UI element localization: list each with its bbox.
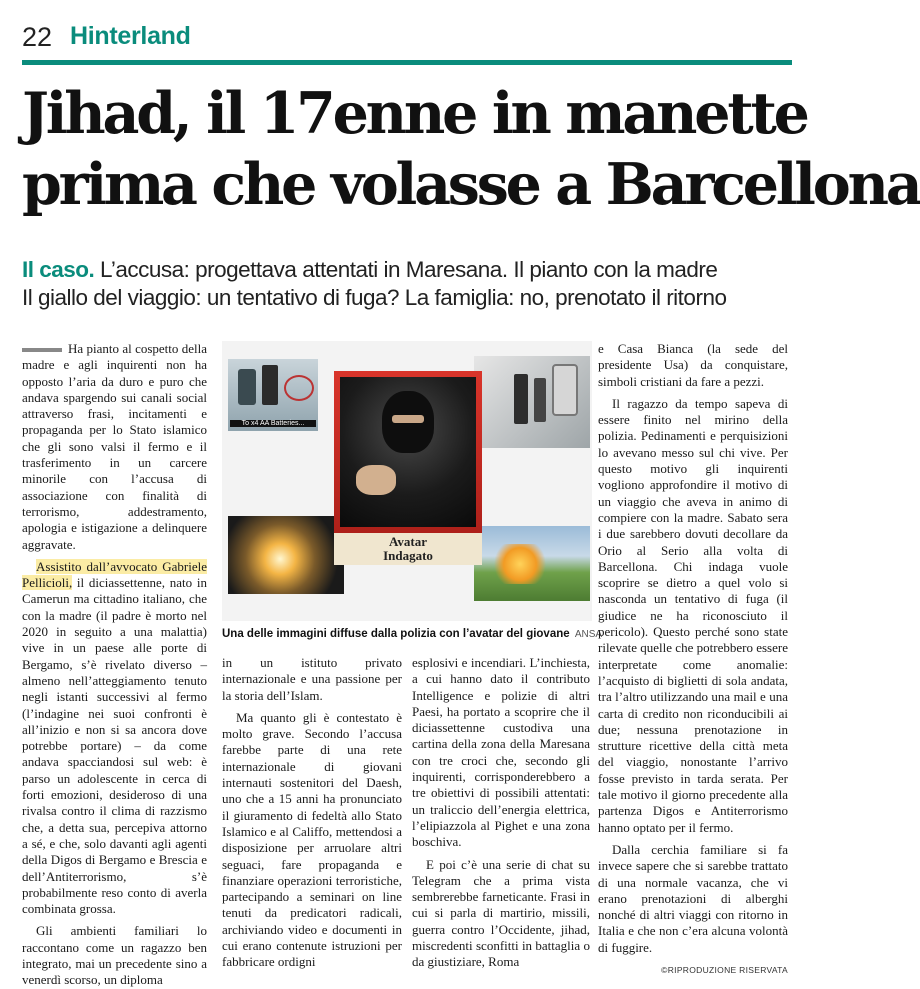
avatar-image bbox=[340, 377, 476, 527]
eyes-shape bbox=[392, 415, 424, 423]
paragraph-text: il diciassettenne, nato in Camerun ma cittadino italiano, che con la madre (il padre è morto nel 2020 in seguito a una malattia) vive in un paese alle porte di Bergamo, s’è rivelato diverso – almeno nell’atteggiamento tenuto negli istanti successivi al fermo (l’indagine nei suoi confronti è all’inizio e non si sa ancora dove potrebbe portare) – da come andava spacciandosi sul web: è parso un adolescente in cerca di forti emozioni, desideroso di una rivalsa contro il clima di razzismo che, a detta sua, percepiva attorno a sé, e che, solo davanti agli agenti della Digos di Bergamo e Brescia e dell’Antiterrorismo, s’è probabilmente reso conto di averla combinata grossa. bbox=[22, 575, 207, 917]
paragraph: Il ragazzo da tempo sapeva di essere finito nel mirino della polizia. Pedinamenti e perquisizioni lo avevano messo sul chi vive. Per questo motivo gli inquirenti vogliono approfondire il motivo di un viaggio che aveva in animo di compiere con la madre. Sabato sera i due sarebbero dovuti decollare da Orio al Serio alla volta di Barcellona. Chi indaga vuole scoprire se dietro a quel volo si nasconda un tentativo di fuga (il giudice ne ha riconosciuto il pericolo). Questo perché sono state rilevate quelle che potrebbero essere interpretate come anomalie: l’acquisto di biglietti di sola andata, tra l’altro utilizzando una mail e una carta di credito non riconducibili ai due; nessuna prenotazione in strutture ricettive della città meta del viaggio, nonostante l’arrivo fosse previsto in tarda serata. Per tale motivo il giorno precedente alla partenza Digos e Antiterrorismo hanno optato per il fermo. bbox=[598, 395, 788, 835]
radio-shape bbox=[534, 378, 546, 422]
article-column-3 bbox=[412, 655, 590, 971]
avatar-label-line-1: Avatar bbox=[388, 534, 428, 549]
avatar-panel bbox=[334, 371, 482, 561]
highlighted-text: Assistito dall’avvocato Gabriele Pellicioli, bbox=[22, 558, 207, 591]
subhead-line-1-text: L’accusa: progettava attentati in Maresana. Il pianto con la madre bbox=[94, 257, 718, 282]
paragraph: in un istituto privato internazionale e una passione per la storia dell’Islam. bbox=[222, 655, 402, 703]
figure-caption bbox=[222, 628, 603, 640]
section-title: Hinterland bbox=[70, 22, 191, 50]
phone-shape bbox=[238, 369, 256, 405]
photo-credit: ANSA bbox=[574, 629, 603, 640]
paragraph: Ma quanto gli è contestato è molto grave. Secondo l’accusa farebbe parte di una rete internazionale di giovani internauti sostenitori del Daesh, uno che a 15 anni ha pronunciato il giuramento di fedeltà allo Stato Islamico e al Califfo, mettendosi a disposizione per arruolare altri seguaci, fare propaganda e finanziare operazioni terroristiche, partecipando a seminari on line tenuti da predicatori radicali, archiviando video e documenti in cui erano contenute istruzioni per fabbricare ordigni bbox=[222, 709, 402, 970]
paragraph: E poi c’è una serie di chat su Telegram che a prima vista sembrerebbe farneticante. Frasi in cui si parla di martirio, missili, guerra contro l’Occidente, jihad, miscredenti sconfitti in battaglia o da giustiziare, Roma bbox=[412, 856, 590, 970]
copyright-notice: ©RIPRODUZIONE RISERVATA bbox=[661, 965, 788, 975]
paragraph bbox=[22, 559, 207, 918]
article-column-2 bbox=[222, 655, 402, 971]
phone-shape bbox=[552, 364, 578, 416]
headline bbox=[22, 78, 920, 220]
blast-shape bbox=[490, 544, 550, 584]
article-column-4 bbox=[598, 341, 788, 956]
page-number: 22 bbox=[22, 22, 53, 52]
photo-batteries bbox=[228, 359, 318, 431]
photo-radios bbox=[474, 356, 590, 448]
paragraph: Dalla cerchia familiare si fa invece sapere che si sarebbe trattato di una normale vacanza, che vi erano prenotazioni di alberghi nonché di altri viaggi con ritorno in Italia e che non c’era alcuna volontà di fuggire. bbox=[598, 841, 788, 955]
photo-caption: To x4 AA Batteries... bbox=[230, 420, 316, 427]
subhead-line-1 bbox=[22, 256, 797, 284]
photo-explosion-night bbox=[228, 516, 344, 594]
subhead-kicker: Il caso. bbox=[22, 257, 95, 282]
photo-explosion-field bbox=[474, 526, 590, 601]
headline-line-2: prima che volasse a Barcellona bbox=[22, 151, 920, 218]
wires-shape bbox=[284, 375, 314, 401]
article-column-1 bbox=[22, 341, 207, 989]
subheadline bbox=[22, 256, 797, 312]
subhead-line-2: Il giallo del viaggio: un tentativo di fuga? La famiglia: no, prenotato il ritorno bbox=[22, 285, 727, 310]
headline-line-1: Jihad, il 17enne in manette bbox=[22, 80, 807, 147]
paragraph: esplosivi e incendiari. L’inchiesta, a cui hanno dato il contributo Intelligence e polizie di altri Paesi, ha portato a scoprire che il diciassettenne custodiva una cartina della zona della Maresana con tre croci che, secondo gli inquirenti, corrisponderebbero a tre obiettivi di possibili attentati: un traliccio dell’energia elettrica, l’elipiazzola al Pighet e una zona boschiva. bbox=[412, 655, 590, 850]
lead-bar bbox=[22, 348, 62, 352]
article-figure bbox=[222, 341, 592, 621]
paragraph: e Casa Bianca (la sede del presidente Usa) da conquistare, simboli cristiani da fare a pezzi. bbox=[598, 341, 788, 389]
paragraph: Gli ambienti familiari lo raccontano come un ragazzo ben integrato, mai un precedente sino a venerdì scorso, un diploma bbox=[22, 923, 207, 988]
radio-shape bbox=[514, 374, 528, 424]
phone-shape bbox=[262, 365, 278, 405]
avatar-label-line-2: Indagato bbox=[383, 548, 433, 563]
hand-shape bbox=[356, 465, 396, 495]
caption-text: Una delle immagini diffuse dalla polizia con l’avatar del giovane bbox=[222, 628, 570, 640]
paragraph bbox=[22, 341, 207, 553]
avatar-label bbox=[334, 533, 482, 565]
masthead bbox=[22, 22, 792, 58]
paragraph-text: Ha pianto al cospetto della madre e agli inquirenti non ha opposto l’aria da duro e puro che andava spargendo sui canali social attraverso frasi, incitamenti e propaganda per lo Stato islamico che gli sono valsi il fermo e il trasferimento in un carcere minorile con l’accusa di associazione con finalità di terrorismo, addestramento, apologia e istigazione a delinquere aggravate. bbox=[22, 341, 207, 552]
header-rule bbox=[22, 60, 792, 65]
